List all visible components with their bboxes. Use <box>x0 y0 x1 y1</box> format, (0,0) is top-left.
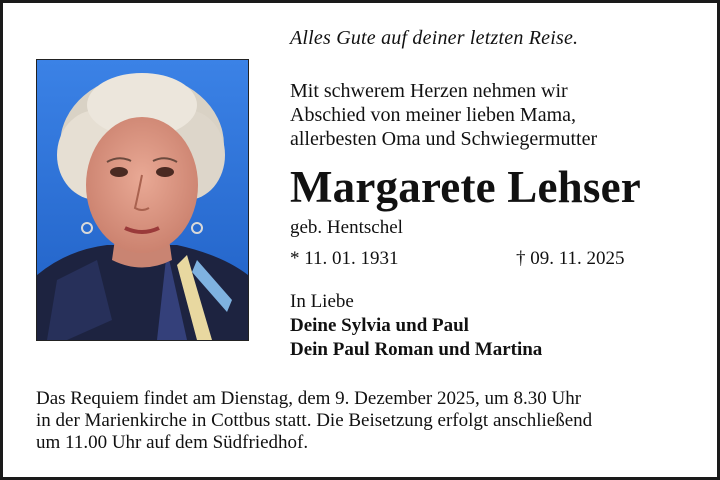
funeral-notice <box>36 388 592 454</box>
notice-line: Das Requiem findet am Dienstag, dem 9. Dezember 2025, um 8.30 Uhr <box>36 388 582 409</box>
portrait-photo <box>36 59 249 341</box>
family-intro: In Liebe <box>290 291 354 312</box>
death-date: † 09. 11. 2025 <box>516 248 625 269</box>
family-line: Deine Sylvia und Paul <box>290 315 469 336</box>
notice-line: in der Marienkirche in Cottbus statt. Die Beisetzung erfolgt anschließend <box>36 410 593 431</box>
intro-line: allerbesten Oma und Schwiegermutter <box>290 128 598 150</box>
notice-line: um 11.00 Uhr auf dem Südfriedhof. <box>36 432 309 453</box>
family-signature <box>290 290 542 362</box>
intro-line: Abschied von meiner lieben Mama, <box>290 104 577 126</box>
deceased-name: Margarete Lehser <box>290 162 641 212</box>
motto-line: Alles Gute auf deiner letzten Reise. <box>290 27 579 49</box>
birth-name: geb. Hentschel <box>290 217 403 238</box>
birth-date: * 11. 01. 1931 <box>290 248 399 269</box>
intro-text <box>290 79 597 151</box>
portrait-image <box>37 60 248 340</box>
family-line: Dein Paul Roman und Martina <box>290 339 543 360</box>
intro-line: Mit schwerem Herzen nehmen wir <box>290 80 568 102</box>
